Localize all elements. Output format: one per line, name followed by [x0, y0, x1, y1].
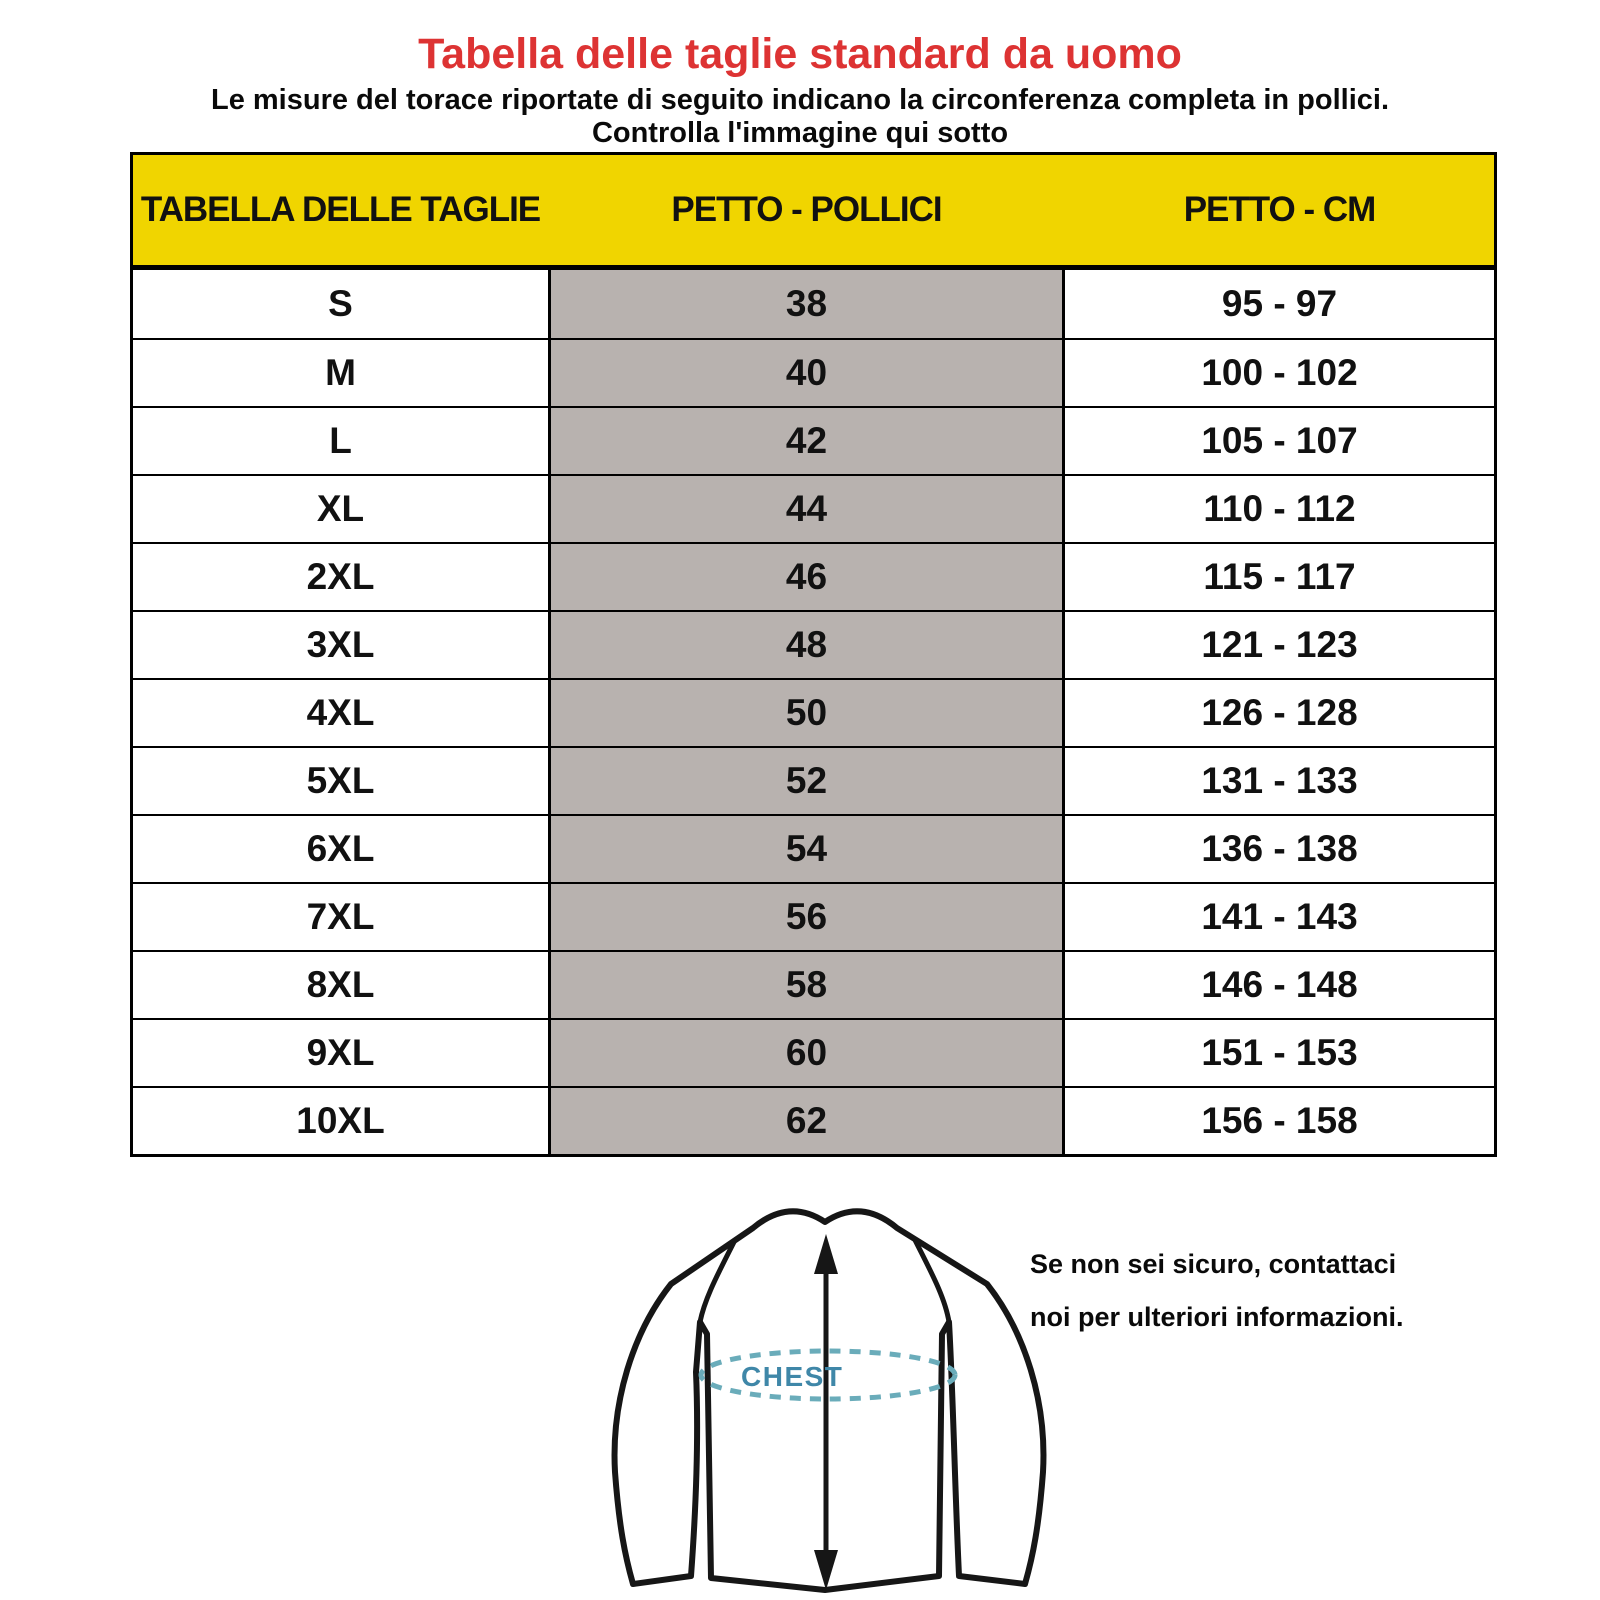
chest-inches-cell: 58 [548, 952, 1065, 1018]
chest-cm-cell: 115 - 117 [1203, 556, 1356, 597]
table-row [133, 882, 1494, 950]
subtitle-line-2: Controlla l'immagine qui sotto [591, 117, 1009, 149]
table-row [133, 270, 1494, 338]
page-title: Tabella delle taglie standard da uomo [418, 30, 1182, 78]
table-row [133, 1018, 1494, 1086]
header-col-cm: PETTO - CM [1183, 190, 1376, 229]
page-subtitle [0, 84, 1600, 150]
chest-inches-cell: 44 [548, 476, 1065, 542]
table-row [133, 542, 1494, 610]
table-row [133, 950, 1494, 1018]
chest-cm-cell: 126 - 128 [1201, 692, 1358, 733]
size-cell: 7XL [306, 896, 375, 937]
size-cell: M [325, 352, 356, 393]
table-row [133, 610, 1494, 678]
chest-cm-cell: 110 - 112 [1203, 488, 1356, 529]
chest-inches-cell: 54 [548, 816, 1065, 882]
chest-cm-cell: 105 - 107 [1201, 420, 1358, 461]
table-row [133, 746, 1494, 814]
chest-inches-cell: 46 [548, 544, 1065, 610]
chest-inches-cell: 56 [548, 884, 1065, 950]
size-cell: 2XL [306, 556, 375, 597]
table-row [133, 814, 1494, 882]
chest-cm-cell: 121 - 123 [1201, 624, 1358, 665]
contact-note-line-1: Se non sei sicuro, contattaci [1030, 1249, 1397, 1279]
size-cell: 10XL [296, 1100, 385, 1141]
size-cell: 8XL [306, 964, 375, 1005]
chest-inches-cell: 62 [548, 1088, 1065, 1154]
chest-inches-cell: 60 [548, 1020, 1065, 1086]
chest-label: CHEST [741, 1361, 844, 1392]
chest-cm-cell: 95 - 97 [1221, 283, 1338, 324]
size-cell: L [329, 420, 352, 461]
size-cell: S [328, 283, 353, 324]
chest-cm-cell: 151 - 153 [1201, 1032, 1358, 1073]
table-row [133, 338, 1494, 406]
chest-cm-cell: 146 - 148 [1201, 964, 1358, 1005]
chest-cm-cell: 141 - 143 [1201, 896, 1358, 937]
table-row [133, 474, 1494, 542]
size-cell: 6XL [306, 828, 375, 869]
chest-inches-cell: 50 [548, 680, 1065, 746]
chest-inches-cell: 40 [548, 340, 1065, 406]
size-table-header [133, 155, 1494, 270]
chest-cm-cell: 100 - 102 [1201, 352, 1358, 393]
contact-note-line-2: noi per ulteriori informazioni. [1030, 1302, 1404, 1332]
jacket-measure-figure [575, 1192, 1060, 1600]
size-table-body [133, 270, 1494, 1154]
chest-inches-cell: 42 [548, 408, 1065, 474]
size-cell: XL [316, 488, 365, 529]
chest-inches-cell: 48 [548, 612, 1065, 678]
chest-cm-cell: 131 - 133 [1201, 760, 1358, 801]
size-cell: 4XL [306, 692, 375, 733]
chest-cm-cell: 136 - 138 [1201, 828, 1358, 869]
table-row [133, 678, 1494, 746]
contact-note [1030, 1238, 1510, 1344]
table-row [133, 1086, 1494, 1154]
subtitle-line-1: Le misure del torace riportate di seguito indicano la circonferenza completa in pollici. [211, 84, 1389, 116]
header-col-inches: PETTO - POLLICI [671, 190, 942, 229]
size-cell: 9XL [306, 1032, 375, 1073]
chest-inches-cell: 38 [548, 270, 1065, 338]
size-cell: 3XL [306, 624, 375, 665]
header-col-sizes: TABELLA DELLE TAGLIE [140, 190, 541, 229]
size-table [130, 152, 1497, 1157]
size-cell: 5XL [306, 760, 375, 801]
chest-inches-cell: 52 [548, 748, 1065, 814]
chest-cm-cell: 156 - 158 [1201, 1100, 1358, 1141]
table-row [133, 406, 1494, 474]
